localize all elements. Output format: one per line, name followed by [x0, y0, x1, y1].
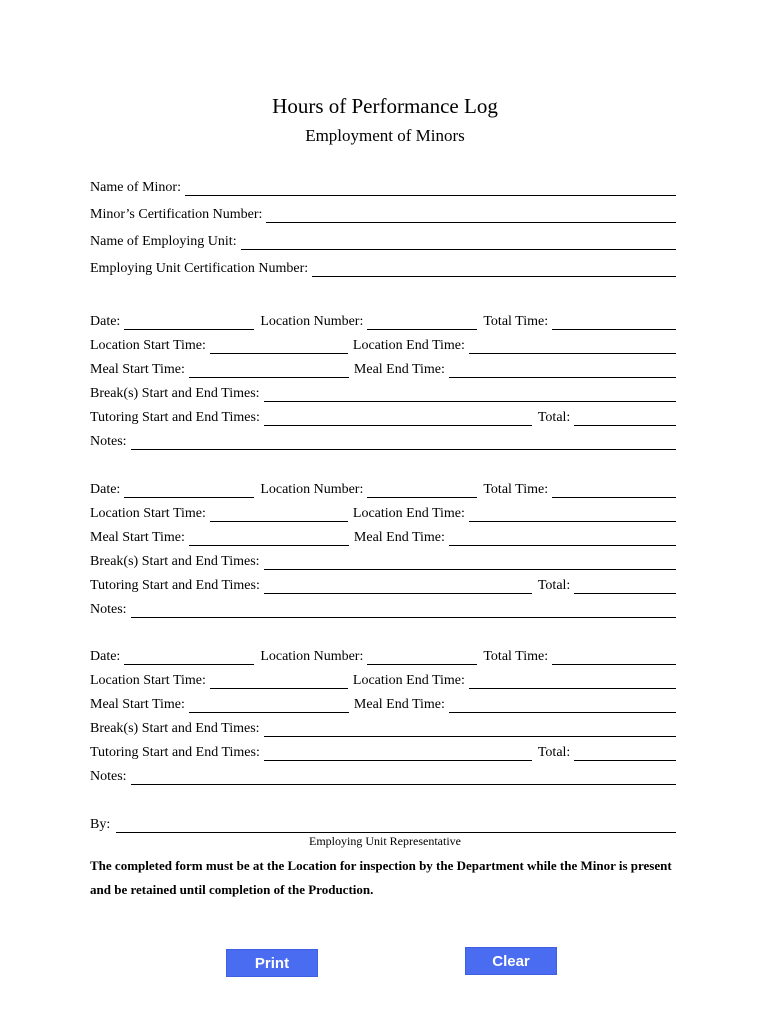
location-end-field[interactable] [469, 340, 676, 354]
tutoring-label: Tutoring Start and End Times: [90, 578, 260, 593]
meal-start-field[interactable] [189, 699, 349, 713]
notes-label: Notes: [90, 602, 127, 617]
tutoring-field[interactable] [264, 412, 532, 426]
total-field[interactable] [574, 747, 676, 761]
total-label: Total: [537, 745, 571, 760]
tutoring-field[interactable] [264, 580, 532, 594]
minor-cert-label: Minor’s Certification Number: [90, 207, 263, 222]
meal-start-label: Meal Start Time: [90, 530, 185, 545]
date-label: Date: [90, 314, 121, 329]
location-start-label: Location Start Time: [90, 338, 206, 353]
notes-field[interactable] [131, 771, 676, 785]
name-of-minor-row [90, 178, 676, 196]
location-times-row [90, 504, 676, 522]
minor-cert-row [90, 205, 676, 223]
print-button[interactable]: Print [226, 949, 318, 977]
notes-field[interactable] [131, 604, 676, 618]
signature-field[interactable] [116, 819, 676, 833]
location-end-field[interactable] [469, 508, 676, 522]
meal-end-field[interactable] [449, 532, 676, 546]
location-start-label: Location Start Time: [90, 673, 206, 688]
form-title: Hours of Performance Log [272, 94, 498, 118]
tutoring-label: Tutoring Start and End Times: [90, 745, 260, 760]
meal-end-label: Meal End Time: [353, 697, 445, 712]
employer-cert-row [90, 259, 676, 277]
tutoring-row [90, 576, 676, 594]
meal-times-row [90, 360, 676, 378]
location-number-label: Location Number: [260, 649, 364, 664]
tutoring-row [90, 408, 676, 426]
location-times-row [90, 671, 676, 689]
location-end-label: Location End Time: [352, 506, 465, 521]
meal-start-label: Meal Start Time: [90, 697, 185, 712]
location-end-label: Location End Time: [352, 338, 465, 353]
total-label: Total: [537, 410, 571, 425]
tutoring-field[interactable] [264, 747, 532, 761]
meal-times-row [90, 695, 676, 713]
by-label: By: [90, 817, 111, 832]
location-start-label: Location Start Time: [90, 506, 206, 521]
tutoring-row [90, 743, 676, 761]
total-field[interactable] [574, 580, 676, 594]
employer-cert-field[interactable] [312, 263, 676, 277]
notes-row [90, 600, 676, 618]
breaks-field[interactable] [264, 556, 676, 570]
date-row [90, 312, 676, 330]
total-time-label: Total Time: [483, 314, 549, 329]
employer-field[interactable] [241, 236, 676, 250]
employer-label: Name of Employing Unit: [90, 234, 237, 249]
name-of-minor-field[interactable] [185, 182, 676, 196]
date-field[interactable] [124, 316, 254, 330]
breaks-row [90, 552, 676, 570]
signature-row [90, 815, 676, 833]
date-label: Date: [90, 649, 121, 664]
total-label: Total: [537, 578, 571, 593]
breaks-field[interactable] [264, 723, 676, 737]
total-time-label: Total Time: [483, 482, 549, 497]
meal-times-row [90, 528, 676, 546]
signature-caption: Employing Unit Representative [309, 834, 461, 848]
location-start-field[interactable] [210, 340, 348, 354]
meal-end-field[interactable] [449, 699, 676, 713]
location-number-field[interactable] [367, 651, 477, 665]
notes-row [90, 432, 676, 450]
breaks-row [90, 384, 676, 402]
location-end-label: Location End Time: [352, 673, 465, 688]
clear-button[interactable]: Clear [465, 947, 557, 975]
location-number-field[interactable] [367, 316, 477, 330]
date-label: Date: [90, 482, 121, 497]
meal-start-field[interactable] [189, 532, 349, 546]
location-number-label: Location Number: [260, 482, 364, 497]
breaks-field[interactable] [264, 388, 676, 402]
location-number-label: Location Number: [260, 314, 364, 329]
minor-cert-field[interactable] [266, 209, 676, 223]
employer-cert-label: Employing Unit Certification Number: [90, 261, 309, 276]
notes-label: Notes: [90, 769, 127, 784]
name-of-minor-label: Name of Minor: [90, 180, 181, 195]
total-time-field[interactable] [552, 484, 676, 498]
tutoring-label: Tutoring Start and End Times: [90, 410, 260, 425]
retention-notice: The completed form must be at the Location for inspection by the Department while the Minor is present and be retained until completion of the Production. [90, 858, 672, 897]
date-field[interactable] [124, 651, 254, 665]
total-time-field[interactable] [552, 316, 676, 330]
breaks-label: Break(s) Start and End Times: [90, 554, 260, 569]
location-number-field[interactable] [367, 484, 477, 498]
notes-field[interactable] [131, 436, 676, 450]
location-start-field[interactable] [210, 508, 348, 522]
date-row [90, 480, 676, 498]
employer-row [90, 232, 676, 250]
date-row [90, 647, 676, 665]
total-field[interactable] [574, 412, 676, 426]
date-field[interactable] [124, 484, 254, 498]
meal-end-label: Meal End Time: [353, 530, 445, 545]
location-start-field[interactable] [210, 675, 348, 689]
breaks-label: Break(s) Start and End Times: [90, 721, 260, 736]
total-time-field[interactable] [552, 651, 676, 665]
meal-end-field[interactable] [449, 364, 676, 378]
location-end-field[interactable] [469, 675, 676, 689]
meal-end-label: Meal End Time: [353, 362, 445, 377]
breaks-label: Break(s) Start and End Times: [90, 386, 260, 401]
notes-label: Notes: [90, 434, 127, 449]
meal-start-label: Meal Start Time: [90, 362, 185, 377]
location-times-row [90, 336, 676, 354]
notes-row [90, 767, 676, 785]
total-time-label: Total Time: [483, 649, 549, 664]
form-subtitle: Employment of Minors [305, 126, 465, 145]
meal-start-field[interactable] [189, 364, 349, 378]
breaks-row [90, 719, 676, 737]
